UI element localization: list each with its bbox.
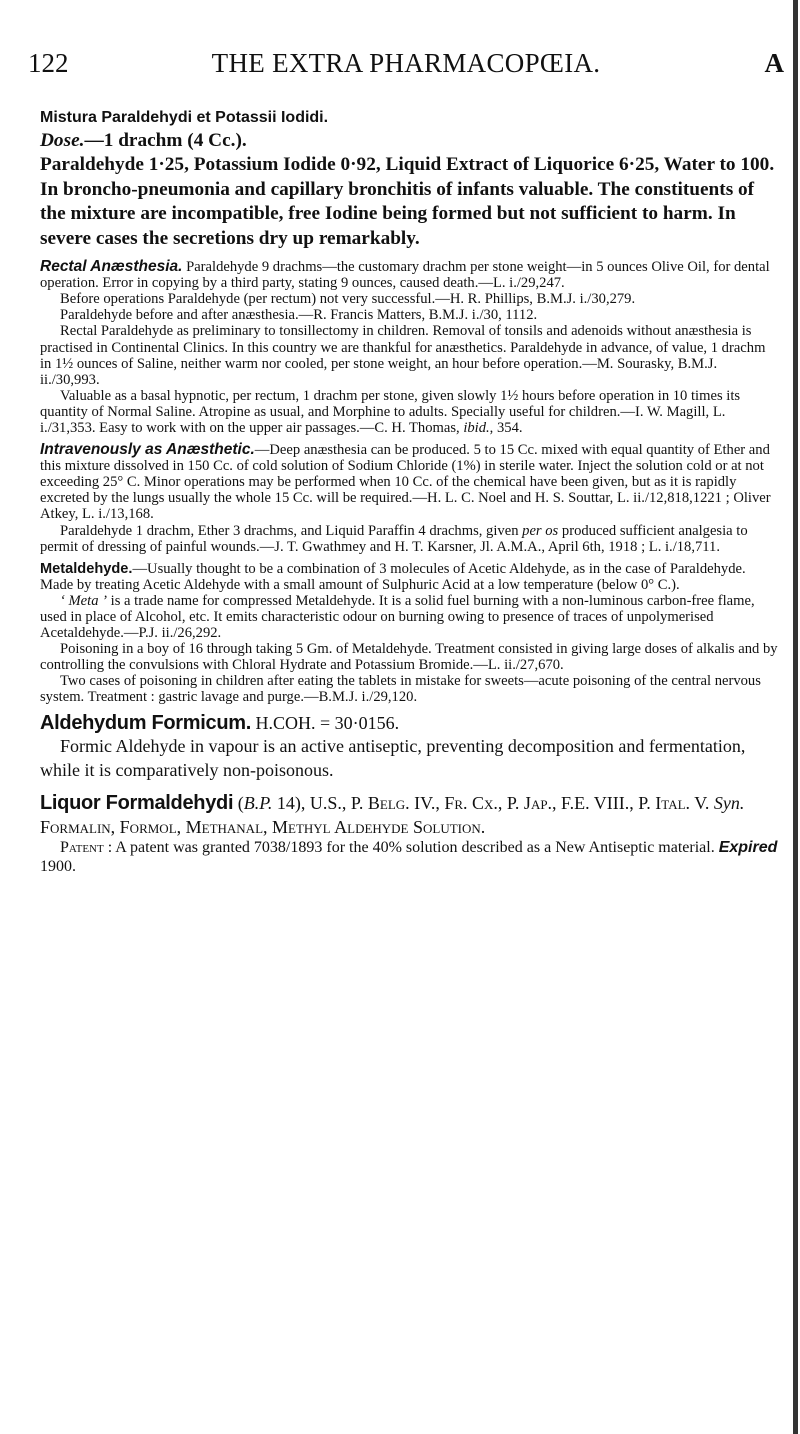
liquor-patent [40, 839, 778, 876]
aldehydum-section [40, 712, 778, 783]
expired-year: 1900. [40, 857, 76, 875]
section-letter: A [764, 48, 784, 78]
rectal-p1: Paraldehyde 9 drachms—the customary drachm per stone weight—in 5 ounces Olive Oil, for dental operation. Error in copying by a third party, stating 9 ounces, caused death.—L. i./29,247. [40, 259, 770, 292]
intravenous-p2-a: Paraldehyde 1 drachm, Ether 3 drachms, and Liquid Paraffin 4 drachms, given [60, 522, 519, 539]
liquor-synonyms: Formalin, Formol, Methanal, Methyl Aldehyde Solution. [40, 816, 486, 837]
mistura-formula: Paraldehyde 1·25, Potassium Iodide 0·92, Liquid Extract of Liquorice 6·25, Water to 100. [40, 154, 775, 176]
dose-label: Dose. [40, 130, 85, 151]
intravenous-p2-italic: per os [522, 522, 559, 539]
aldehydum-text: Formic Aldehyde in vapour is an active antiseptic, preventing decomposition and fermentation, while it is comparatively non-poisonous. [40, 736, 746, 780]
intravenous-p1: —Deep anæsthesia can be produced. 5 to 15 Cc. mixed with equal quantity of Ether and this mixture dissolved in 150 Cc. of cold solution of Sodium Chloride (1%) in sterile water. Inject the solution cold or at not exceeding 25° C. Minor operations may be performed when 10 Cc. of the chemical have been given, but as it is rapidly excreted by the lungs usually the whole 15 Cc. will be required.—H. L. C. Noel and H. S. Souttar, L. ii./12,818,1221 ; Oliver Atkey, L. i./13,168. [40, 442, 771, 523]
mistura-title: Mistura Paraldehydi et Potassii Iodidi. [40, 109, 329, 126]
aldehydum-heading: Aldehydum Formicum. [40, 711, 251, 734]
metaldehyde-p2 [40, 593, 778, 641]
intravenous-p2-b: produced sufficient analgesia to permit of dressing of painful wounds.—J. T. Gwathmey and H. T. Karsner, Jl. A.M.A., April 6th, 1918 ; L. i./18,711. [40, 522, 748, 555]
mistura-use: In broncho-pneumonia and capillary bronchitis of infants valuable. The constituents of the mixture are incompatible, free Iodine being formed but not sufficient to harm. In severe cases the secretions dry up remarkably. [40, 178, 755, 249]
intravenous-heading: Intravenously as Anæsthetic. [40, 441, 255, 459]
metaldehyde-p3: Poisoning in a boy of 16 through taking 5 Gm. of Metaldehyde. Treatment consisted in giving large doses of alkalis and by controlling the convulsions with Chloral Hydrate and Potassium Bromide.—L. ii./27,670. [40, 641, 778, 674]
expired-label: Expired [718, 839, 778, 857]
rectal-p4: Rectal Paraldehyde as preliminary to tonsillectomy in children. Removal of tonsils and adenoids without anæsthesia is practised in Continental Clinics. In this country we are thankful for anæsthetics. Paraldehyde in advance, of value, 1 drachm in 1½ ounces of Saline, neither warm nor cooled, per stone weight, an hour before operation.—M. Sourasky, B.M.J. ii./30,993. [40, 323, 766, 388]
rectal-p5-end: , 354. [489, 419, 523, 436]
liquor-ref-open: ( [237, 793, 244, 814]
rectal-p5 [40, 388, 778, 436]
patent-label: Patent : [60, 839, 113, 857]
page-body [40, 100, 778, 876]
liquor-ref-rest: 14), U.S., P. Belg. IV., Fr. Cx., P. Jap., F.E. VIII., P. Ital. V. [276, 793, 710, 814]
metaldehyde-p4: Two cases of poisoning in children after eating the tablets in mistake for sweets—acute poisoning of the central nervous system. Treatment : gastric lavage and purge.—B.M.J. i./29,120. [40, 673, 761, 706]
syn-label: Syn. [713, 793, 745, 814]
aldehydum-formula: H.COH. = 30·0156. [255, 712, 400, 733]
patent-text: A patent was granted 7038/1893 for the 40% solution described as a New Antiseptic material. [115, 839, 715, 857]
rectal-p2: Before operations Paraldehyde (per rectum) not very successful.—H. R. Phillips, B.M.J. i./30,279. [60, 291, 636, 308]
page-number: 122 [28, 48, 69, 78]
running-header [28, 48, 784, 86]
rectal-ibid: ibid. [463, 419, 490, 436]
mistura-dose [40, 129, 778, 153]
running-title: THE EXTRA PHARMACOPŒIA. [211, 48, 601, 78]
metaldehyde-section [40, 561, 778, 706]
rectal-heading: Rectal Anæsthesia. [40, 258, 183, 276]
rectal-p5-text: Valuable as a basal hypnotic, per rectum, 1 drachm per stone, given slowly 1½ hours before operation in 10 times its quantity of Normal Saline. Atropine as usual, and Morphine to adults. Specially useful for children.—I. W. Magill, L. i./31,353. Easy to work with on the upper air passages.—C. H. Thomas, [40, 387, 741, 436]
rectal-p3: Paraldehyde before and after anæsthesia.—R. Francis Matters, B.M.J. i./30, 1112. [60, 307, 538, 324]
metaldehyde-p2-text: is a trade name for compressed Metaldehyde. It is a solid fuel burning with a non-luminous carbon-free flame, used in place of Alcohol, etc. It emits characteristic odour on burning owing to presence of traces of unpolymerised Acetaldehyde.—P.J. ii./26,292. [40, 592, 755, 642]
rectal-section [40, 259, 778, 436]
page-edge-rule [793, 0, 798, 1434]
intravenous-p2 [40, 523, 778, 555]
metaldehyde-heading: Metaldehyde. [40, 560, 133, 577]
meta-trade-name: ‘ Meta ’ [60, 592, 108, 609]
liquor-ref-bp: B.P. [243, 793, 273, 814]
intravenous-section [40, 442, 778, 555]
dose-text: —1 drachm (4 Cc.). [84, 130, 247, 151]
liquor-section [40, 792, 778, 876]
liquor-heading: Liquor Formaldehydi [40, 792, 234, 815]
metaldehyde-p1: —Usually thought to be a combination of 3 molecules of Acetic Aldehyde, as in the case of Paraldehyde. Made by treating Acetic Aldehyde with a small amount of Sulphuric Acid at a low temperature (below 0° C.). [40, 560, 746, 593]
